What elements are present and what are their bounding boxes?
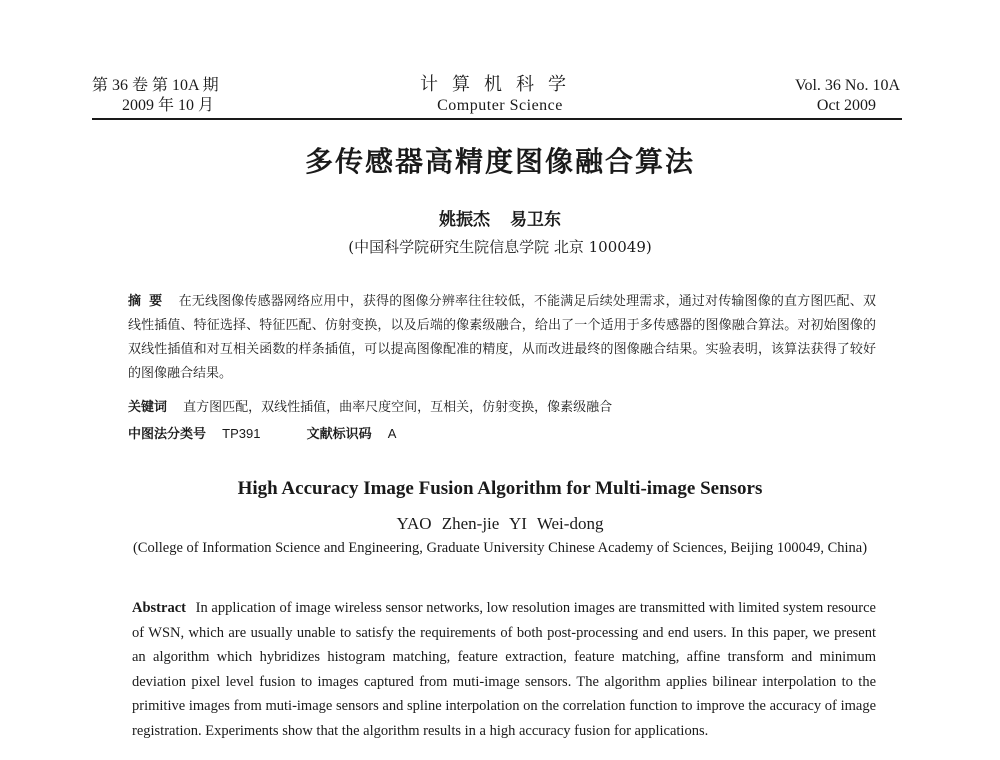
keywords-zh — [128, 398, 876, 418]
affiliation-en: (College of Information Science and Engineering, Graduate University Chinese Academy of Sciences, Beijing 100049, China) — [132, 540, 868, 556]
journal-name-zh: 计算机科学 — [420, 74, 580, 95]
header-divider — [92, 118, 902, 120]
authors-en: YAO Zhen-jie YI Wei-dong — [396, 514, 604, 533]
date-zh: 2009 年 10 月 — [122, 97, 215, 114]
header-right — [700, 76, 900, 116]
journal-name-en: Computer Science — [437, 97, 563, 114]
header-journal — [380, 74, 620, 116]
abstract-zh-text: 在无线图像传感器网络应用中，获得的图像分辨率往往较低，不能满足后续处理需求，通过对传输图像的直方图匹配、双线性插值、特征选择、特征匹配、仿射变换，以及后端的像素级融合，给出了一个适用于多传感器的图像融合算法。对初始图像的双线性插值和对互相关函数的样条插值，可以提高图像配准的精度，从而改进最终的图像融合结果。实验表明，该算法获得了较好的图像融合结果。 — [128, 294, 876, 381]
keywords-zh-label: 关键词 — [128, 400, 168, 415]
affiliation-zh: (中国科学院研究生院信息学院 北京 100049) — [348, 238, 652, 256]
authors-zh: 姚振杰 易卫东 — [439, 210, 561, 230]
clc-label: 中图法分类号 — [128, 427, 207, 442]
paper-title-en: High Accuracy Image Fusion Algorithm for Multi-image Sensors — [237, 478, 763, 499]
abstract-en-text: In application of image wireless sensor networks, low resolution images are transmitted with limited system resource of WSN, which are usually unable to satisfy the requirements of both post-processing and end users. In this paper, we present an algorithm which hybridizes histogram matching, feature extraction, feature matching, affine transform and minimum deviation pixel level fusion to images captured from muti-image sensors. The algorithm applies bilinear interpolation to the primitive images from muti-image sensors and spline interpolation on the correlation function to improve the accuracy of image registration. Experiments show that the algorithm results in a high accuracy fusion for applications. — [132, 600, 876, 739]
header-left — [92, 76, 272, 116]
date-en: Oct 2009 — [816, 97, 876, 114]
abstract-en — [132, 596, 876, 743]
keywords-zh-text: 直方图匹配，双线性插值，曲率尺度空间，互相关，仿射变换，像素级融合 — [183, 400, 613, 415]
abstract-en-label: Abstract — [132, 600, 186, 616]
volume-issue-en: Vol. 36 No. 10A — [794, 77, 900, 94]
volume-issue-zh: 第 36 卷 第 10A 期 — [92, 77, 219, 94]
abstract-zh — [128, 290, 876, 386]
classification-zh — [128, 424, 876, 445]
paper-title-zh: 多传感器高精度图像融合算法 — [304, 145, 695, 178]
clc-value: TP391 — [222, 426, 261, 441]
doc-code-label: 文献标识码 — [306, 427, 372, 442]
doc-code-value: A — [387, 426, 397, 441]
abstract-zh-label: 摘要 — [128, 294, 171, 309]
